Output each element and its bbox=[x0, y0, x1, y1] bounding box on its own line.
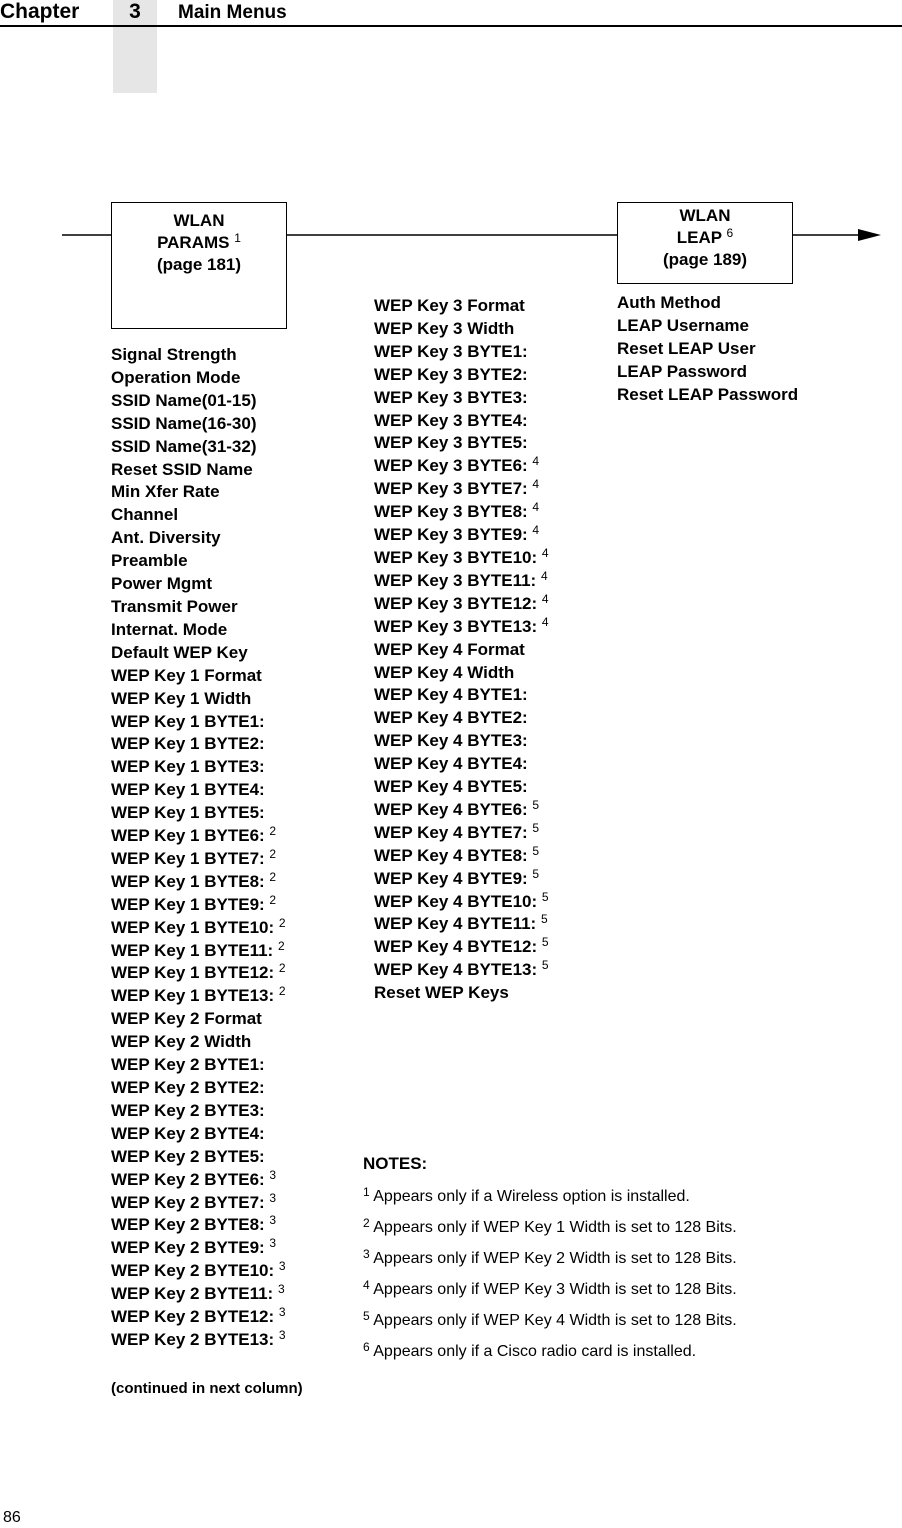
note-text: Appears only if a Cisco radio card is installed. bbox=[373, 1343, 697, 1360]
menu-item bbox=[111, 1283, 286, 1306]
note-text: Appears only if WEP Key 4 Width is set to 128 Bits. bbox=[373, 1312, 737, 1329]
flow-arrow-icon bbox=[858, 229, 881, 241]
menu-item bbox=[374, 318, 549, 341]
menu-item bbox=[111, 1008, 286, 1031]
footnote-marker: 3 bbox=[269, 1213, 277, 1228]
menu-item-label: Power Mgmt bbox=[111, 574, 213, 594]
notes-section bbox=[363, 1153, 737, 1367]
menu-item-label: WEP Key 2 BYTE9: bbox=[111, 1238, 265, 1258]
footnote-marker: 3 bbox=[278, 1327, 286, 1342]
footnote-marker: 4 bbox=[532, 454, 540, 469]
menu-item-label: WEP Key 3 BYTE10: bbox=[374, 547, 538, 567]
menu-item-label: WEP Key 1 BYTE11: bbox=[111, 940, 274, 960]
menu-item-label: WEP Key 1 BYTE3: bbox=[111, 757, 265, 777]
menu-item-label: WEP Key 3 BYTE6: bbox=[374, 456, 528, 476]
menu-item-label: WEP Key 3 BYTE7: bbox=[374, 479, 528, 499]
menu-item-label: WEP Key 2 Format bbox=[111, 1009, 262, 1029]
menu-item bbox=[111, 1169, 286, 1192]
menu-item-label: WEP Key 1 BYTE7: bbox=[111, 848, 265, 868]
menu-item bbox=[111, 550, 286, 573]
menu-item-label: WEP Key 1 BYTE8: bbox=[111, 871, 265, 891]
menu-item-label: SSID Name(01-15) bbox=[111, 390, 257, 410]
menu-item bbox=[617, 384, 798, 407]
menu-item bbox=[111, 619, 286, 642]
menu-item bbox=[111, 1237, 286, 1260]
menu-item bbox=[111, 1306, 286, 1329]
menu-item bbox=[374, 982, 549, 1005]
note-item bbox=[363, 1181, 737, 1212]
wlan-leap-line1: WLAN bbox=[679, 206, 731, 225]
menu-item bbox=[111, 1146, 286, 1169]
menu-item-label: WEP Key 3 Width bbox=[374, 318, 515, 338]
menu-item-label: WEP Key 3 BYTE8: bbox=[374, 502, 528, 522]
wlan-params-box bbox=[111, 202, 287, 329]
menu-item bbox=[111, 1192, 286, 1215]
menu-item-label: WEP Key 4 BYTE11: bbox=[374, 914, 537, 934]
menu-item-label: WEP Key 2 BYTE8: bbox=[111, 1215, 265, 1235]
footnote-marker: 2 bbox=[278, 984, 286, 999]
menu-item-label: WEP Key 1 BYTE1: bbox=[111, 711, 265, 731]
menu-item-label: WEP Key 1 Width bbox=[111, 688, 252, 708]
menu-item bbox=[111, 733, 286, 756]
wlan-leap-box bbox=[617, 202, 793, 284]
menu-item bbox=[111, 940, 286, 963]
footnote-marker: 5 bbox=[541, 889, 549, 904]
note-number: 5 bbox=[363, 1309, 370, 1323]
wlan-params-line2: PARAMS $^1$ bbox=[157, 231, 241, 252]
footnote-marker: 2 bbox=[278, 915, 286, 930]
footnote-marker: 2 bbox=[277, 938, 285, 953]
footnote-marker: 5 bbox=[540, 912, 548, 927]
menu-item bbox=[111, 1329, 286, 1352]
footnote-marker: 3 bbox=[269, 1167, 277, 1182]
menu-item bbox=[111, 481, 286, 504]
menu-item bbox=[111, 1260, 286, 1283]
menu-item bbox=[374, 387, 549, 410]
menu-item bbox=[374, 616, 549, 639]
menu-item-label: Auth Method bbox=[617, 293, 721, 312]
menu-item bbox=[374, 707, 549, 730]
footnote-marker: 5 bbox=[532, 797, 540, 812]
menu-item-label: WEP Key 4 BYTE5: bbox=[374, 777, 528, 797]
menu-item bbox=[617, 315, 798, 338]
menu-item-label: WEP Key 2 BYTE4: bbox=[111, 1123, 265, 1143]
menu-item bbox=[111, 665, 286, 688]
wlan-leap-line2: LEAP $^6$ bbox=[676, 226, 734, 247]
menu-item bbox=[374, 776, 549, 799]
menu-item bbox=[374, 593, 549, 616]
note-text: Appears only if WEP Key 1 Width is set to 128 Bits. bbox=[373, 1219, 737, 1236]
wlan-leap-items bbox=[617, 292, 798, 407]
menu-item-label: Preamble bbox=[111, 551, 188, 571]
menu-item-label: Default WEP Key bbox=[111, 642, 248, 662]
menu-item-label: WEP Key 3 BYTE2: bbox=[374, 364, 528, 384]
menu-item-label: WEP Key 1 BYTE4: bbox=[111, 780, 265, 800]
menu-item-label: WEP Key 3 BYTE13: bbox=[374, 616, 538, 636]
menu-item-label: WEP Key 3 BYTE4: bbox=[374, 410, 528, 430]
footnote-marker: 5 bbox=[532, 820, 540, 835]
menu-item bbox=[374, 478, 549, 501]
menu-item-label: WEP Key 2 Width bbox=[111, 1032, 252, 1052]
page-number: 86 bbox=[3, 1509, 21, 1526]
footnote-marker: 2 bbox=[269, 869, 277, 884]
footnote-marker: 3 bbox=[277, 1282, 285, 1297]
menu-item-label: WEP Key 2 BYTE3: bbox=[111, 1100, 265, 1120]
menu-item bbox=[111, 436, 286, 459]
menu-item bbox=[111, 985, 286, 1008]
menu-item-label: LEAP Username bbox=[617, 315, 749, 335]
note-item bbox=[363, 1212, 737, 1243]
menu-item bbox=[111, 848, 286, 871]
menu-item bbox=[374, 455, 549, 478]
menu-item-label: WEP Key 1 BYTE5: bbox=[111, 803, 265, 823]
note-item bbox=[363, 1274, 737, 1305]
menu-item-label: WEP Key 2 BYTE5: bbox=[111, 1146, 265, 1166]
menu-item bbox=[374, 639, 549, 662]
menu-item bbox=[374, 730, 549, 753]
menu-item-label: WEP Key 4 BYTE4: bbox=[374, 754, 528, 774]
menu-item bbox=[111, 917, 286, 940]
note-text: Appears only if a Wireless option is installed. bbox=[373, 1188, 690, 1205]
menu-item bbox=[374, 432, 549, 455]
menu-item-label: Reset SSID Name bbox=[111, 459, 253, 479]
menu-item bbox=[374, 341, 549, 364]
menu-item-label: SSID Name(16-30) bbox=[111, 413, 257, 433]
chapter-number: 3 bbox=[129, 0, 141, 23]
menu-item bbox=[111, 711, 286, 734]
footnote-marker: 5 bbox=[532, 843, 540, 858]
footnote-marker: 6 bbox=[726, 226, 734, 240]
footnote-marker: 2 bbox=[269, 892, 277, 907]
menu-item bbox=[111, 802, 286, 825]
menu-item-label: WEP Key 1 BYTE10: bbox=[111, 917, 275, 937]
menu-item-label: WEP Key 4 BYTE12: bbox=[374, 937, 538, 957]
menu-item bbox=[617, 361, 798, 384]
menu-item bbox=[111, 825, 286, 848]
menu-item-label: LEAP Password bbox=[617, 361, 748, 381]
menu-item bbox=[111, 344, 286, 367]
menu-item bbox=[111, 1123, 286, 1146]
menu-item-label: Reset LEAP User bbox=[617, 338, 756, 358]
menu-item-label: WEP Key 1 BYTE13: bbox=[111, 986, 275, 1006]
menu-item bbox=[111, 1214, 286, 1237]
menu-item bbox=[111, 1054, 286, 1077]
footnote-marker: 4 bbox=[541, 591, 549, 606]
menu-item-label: WEP Key 3 Format bbox=[374, 296, 525, 315]
footnote-marker: 2 bbox=[269, 824, 277, 839]
menu-item bbox=[374, 959, 549, 982]
menu-item-label: Channel bbox=[111, 505, 179, 525]
menu-item-label: Internat. Mode bbox=[111, 619, 228, 639]
footnote-marker: 4 bbox=[532, 500, 540, 515]
menu-item-label: WEP Key 1 Format bbox=[111, 665, 262, 685]
menu-item bbox=[374, 913, 549, 936]
menu-item-label: WEP Key 2 BYTE10: bbox=[111, 1261, 275, 1281]
menu-item-label: WEP Key 4 BYTE13: bbox=[374, 960, 538, 980]
menu-item bbox=[374, 570, 549, 593]
notes-list bbox=[363, 1181, 737, 1367]
note-number: 4 bbox=[363, 1278, 370, 1292]
menu-item bbox=[111, 527, 286, 550]
footnote-marker: 4 bbox=[541, 614, 549, 629]
footnote-marker: 5 bbox=[532, 866, 540, 881]
footnote-marker: 4 bbox=[541, 545, 549, 560]
menu-item-label: WEP Key 2 BYTE13: bbox=[111, 1329, 275, 1349]
menu-item bbox=[374, 524, 549, 547]
menu-item bbox=[374, 868, 549, 891]
menu-item bbox=[111, 779, 286, 802]
note-number: 1 bbox=[363, 1185, 370, 1199]
footnote-marker: 3 bbox=[269, 1190, 277, 1205]
menu-item bbox=[111, 573, 286, 596]
menu-item-label: Operation Mode bbox=[111, 367, 241, 387]
menu-item bbox=[374, 753, 549, 776]
menu-item bbox=[111, 642, 286, 665]
menu-item bbox=[617, 338, 798, 361]
menu-item-label: WEP Key 3 BYTE12: bbox=[374, 593, 538, 613]
menu-item-label: WEP Key 4 Width bbox=[374, 662, 515, 682]
menu-item-label: WEP Key 1 BYTE9: bbox=[111, 894, 265, 914]
menu-item-label: WEP Key 1 BYTE2: bbox=[111, 734, 265, 754]
footnote-marker: 3 bbox=[278, 1259, 286, 1274]
menu-item bbox=[374, 684, 549, 707]
menu-item bbox=[111, 390, 286, 413]
menu-item-label: Signal Strength bbox=[111, 345, 237, 364]
menu-item-label: WEP Key 4 BYTE6: bbox=[374, 799, 528, 819]
footnote-marker: 3 bbox=[269, 1236, 277, 1251]
menu-item-label: SSID Name(31-32) bbox=[111, 436, 257, 456]
footnote-marker: 4 bbox=[532, 477, 540, 492]
menu-item bbox=[111, 894, 286, 917]
menu-item-label: WEP Key 2 BYTE6: bbox=[111, 1169, 265, 1189]
menu-item bbox=[111, 596, 286, 619]
menu-item bbox=[374, 410, 549, 433]
menu-item-label: WEP Key 3 BYTE11: bbox=[374, 570, 537, 590]
menu-item-label: WEP Key 3 BYTE3: bbox=[374, 387, 528, 407]
menu-item-label: WEP Key 1 BYTE6: bbox=[111, 826, 265, 846]
menu-item bbox=[111, 459, 286, 482]
menu-item bbox=[617, 292, 798, 315]
note-item bbox=[363, 1243, 737, 1274]
wlan-params-line1: WLAN bbox=[173, 211, 225, 230]
wlan-leap-page-ref: (page 189) bbox=[662, 250, 748, 269]
menu-item bbox=[111, 756, 286, 779]
note-text: Appears only if WEP Key 3 Width is set to 128 Bits. bbox=[373, 1281, 737, 1298]
chapter-label: Chapter bbox=[0, 0, 80, 23]
footnote-marker: 4 bbox=[532, 523, 540, 538]
footnote-marker: 5 bbox=[541, 935, 549, 950]
menu-item-label: WEP Key 4 BYTE8: bbox=[374, 845, 528, 865]
menu-item-label: WEP Key 2 BYTE1: bbox=[111, 1055, 265, 1075]
note-number: 6 bbox=[363, 1340, 370, 1354]
menu-item-label: WEP Key 2 BYTE11: bbox=[111, 1284, 274, 1304]
footnote-marker: 4 bbox=[540, 568, 548, 583]
menu-item bbox=[111, 504, 286, 527]
menu-item bbox=[374, 936, 549, 959]
menu-item bbox=[111, 1031, 286, 1054]
menu-item bbox=[374, 364, 549, 387]
note-item bbox=[363, 1336, 737, 1367]
menu-item bbox=[374, 501, 549, 524]
note-number: 3 bbox=[363, 1247, 370, 1261]
menu-item-label: WEP Key 4 BYTE1: bbox=[374, 685, 528, 705]
menu-item-label: Ant. Diversity bbox=[111, 528, 221, 548]
note-item bbox=[363, 1305, 737, 1336]
footnote-marker: 2 bbox=[278, 961, 286, 976]
menu-item-label: WEP Key 3 BYTE1: bbox=[374, 341, 528, 361]
menu-item-label: WEP Key 3 BYTE9: bbox=[374, 525, 528, 545]
footnote-marker: 5 bbox=[541, 958, 549, 973]
menu-item-label: Reset LEAP Password bbox=[617, 384, 799, 404]
menu-item bbox=[111, 871, 286, 894]
note-number: 2 bbox=[363, 1216, 370, 1230]
footnote-marker: 3 bbox=[278, 1305, 286, 1320]
menu-item bbox=[111, 1077, 286, 1100]
menu-item bbox=[111, 1100, 286, 1123]
menu-item-label: WEP Key 1 BYTE12: bbox=[111, 963, 275, 983]
notes-heading: NOTES: bbox=[363, 1154, 428, 1173]
menu-item bbox=[111, 413, 286, 436]
menu-item bbox=[111, 962, 286, 985]
menu-item bbox=[374, 845, 549, 868]
wlan-params-page-ref: (page 181) bbox=[156, 255, 242, 274]
menu-item-label: WEP Key 2 BYTE7: bbox=[111, 1192, 265, 1212]
note-text: Appears only if WEP Key 2 Width is set to 128 Bits. bbox=[373, 1250, 737, 1267]
menu-item-label: WEP Key 4 Format bbox=[374, 639, 525, 659]
menu-item-label: WEP Key 2 BYTE2: bbox=[111, 1078, 265, 1097]
menu-item bbox=[374, 295, 549, 318]
footnote-marker: 2 bbox=[269, 846, 277, 861]
menu-item bbox=[374, 822, 549, 845]
menu-item-label: Min Xfer Rate bbox=[111, 482, 220, 502]
continued-note: (continued in next column) bbox=[111, 1380, 303, 1397]
menu-item-label: WEP Key 4 BYTE2: bbox=[374, 708, 528, 728]
menu-item-label: WEP Key 4 BYTE9: bbox=[374, 868, 528, 888]
menu-item-label: WEP Key 4 BYTE3: bbox=[374, 731, 528, 751]
section-title: Main Menus bbox=[178, 2, 287, 23]
menu-item bbox=[111, 367, 286, 390]
menu-item bbox=[111, 688, 286, 711]
menu-item bbox=[374, 891, 549, 914]
menu-item-label: WEP Key 4 BYTE7: bbox=[374, 822, 528, 842]
menu-item bbox=[374, 799, 549, 822]
menu-item-label: WEP Key 4 BYTE10: bbox=[374, 891, 538, 911]
footnote-marker: 1 bbox=[234, 231, 241, 245]
menu-item-label: WEP Key 2 BYTE12: bbox=[111, 1307, 275, 1327]
menu-item bbox=[374, 547, 549, 570]
wlan-params-items-continued bbox=[374, 295, 549, 1005]
menu-item-label: Reset WEP Keys bbox=[374, 983, 509, 1003]
menu-item bbox=[374, 662, 549, 685]
wlan-params-items bbox=[111, 344, 286, 1352]
menu-item-label: Transmit Power bbox=[111, 596, 238, 616]
menu-item-label: WEP Key 3 BYTE5: bbox=[374, 433, 528, 453]
